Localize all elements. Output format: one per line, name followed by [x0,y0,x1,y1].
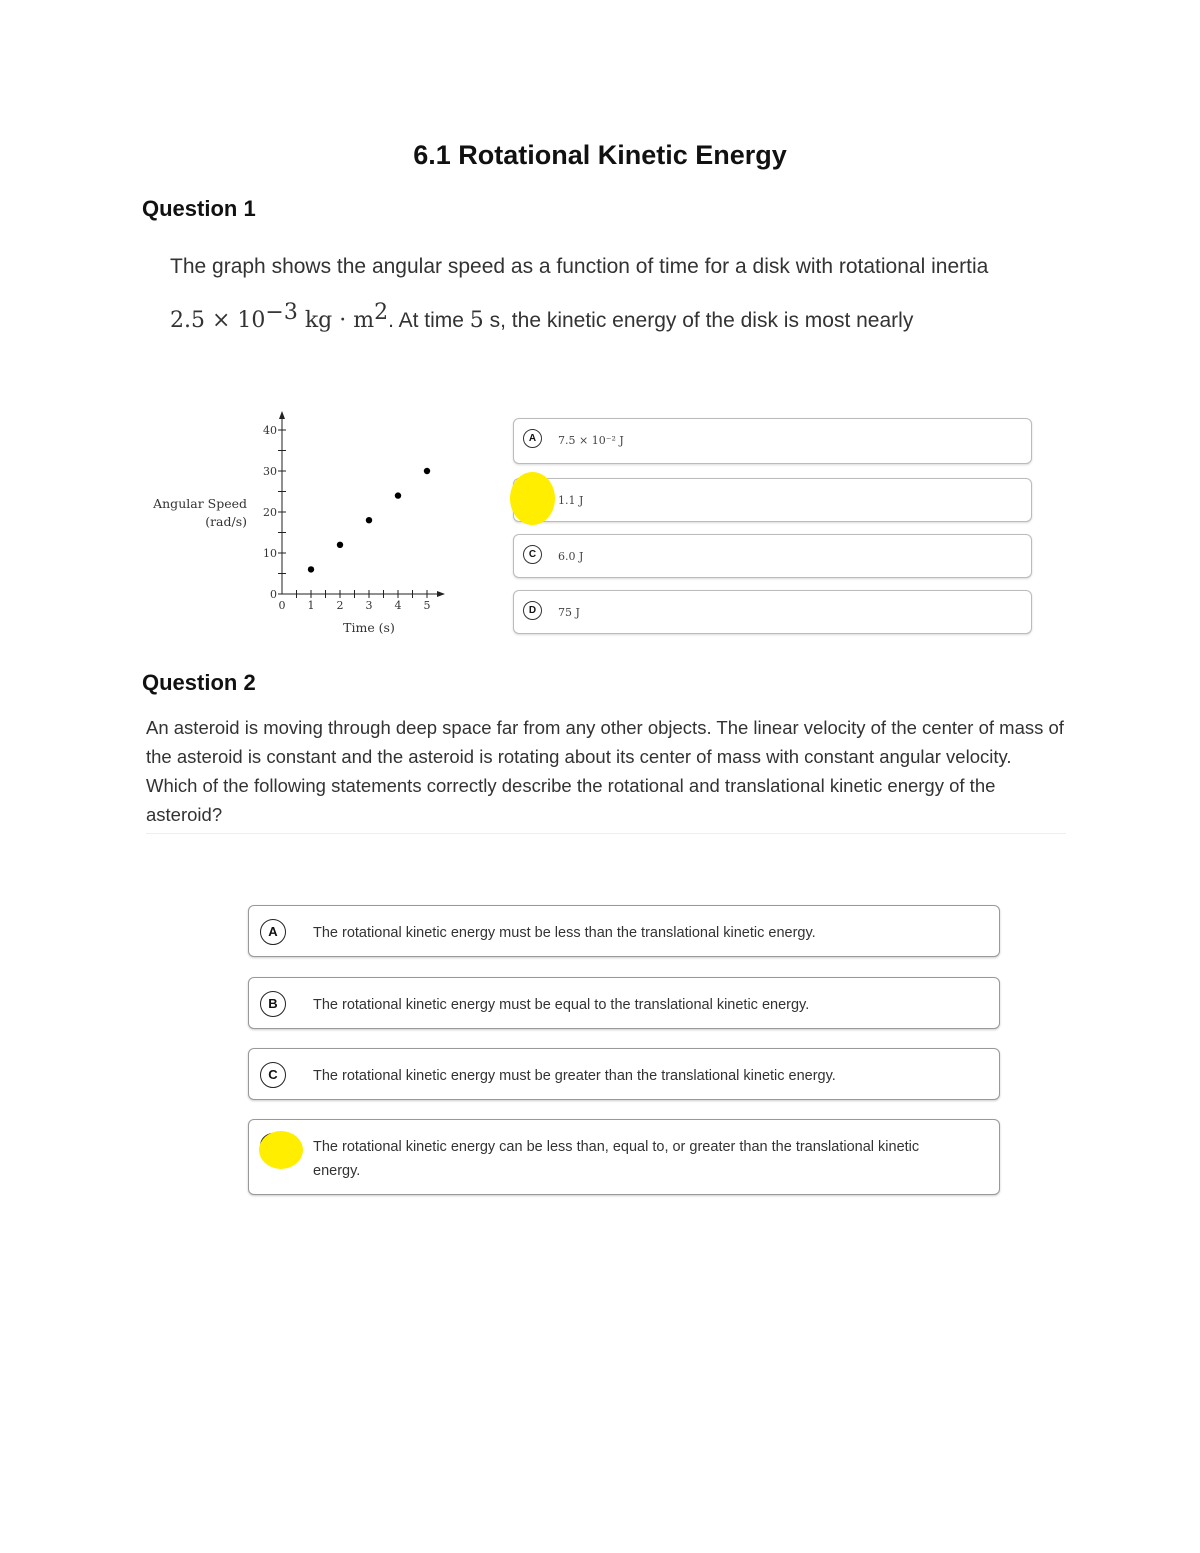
y-tick-label: 30 [263,465,277,478]
option-letter-badge: A [523,429,542,448]
y-tick-label: 20 [263,506,277,519]
option-value: 6.0 J [558,550,584,563]
x-tick-label: 4 [394,599,402,612]
data-point [366,517,372,523]
question-1-line1: The graph shows the angular speed as a function of time for a disk with rotational inertia [170,255,989,278]
highlight-mark [510,472,555,525]
option-text: The rotational kinetic energy must be less than the translational kinetic energy. [313,925,816,941]
option-value: 1.1 J [558,494,584,507]
option-letter-badge: A [260,919,286,945]
option-text: The rotational kinetic energy must be greater than the translational kinetic energy. [313,1068,836,1084]
option-letter-badge: C [523,545,542,564]
y-axis-arrow [279,411,285,419]
q2-option-d[interactable] [248,1119,1000,1195]
question-2-heading: Question 2 [142,670,256,695]
option-value: 7.5 × 10⁻² J [558,434,624,447]
page-title: 6.1 Rotational Kinetic Energy [413,140,787,170]
y-tick-label: 10 [263,547,277,560]
x-tick-label: 1 [307,599,315,612]
data-point [424,468,430,474]
option-letter-badge: D [523,601,542,620]
q1-option-d[interactable] [513,590,1032,634]
y-tick-label: 0 [270,588,277,601]
question-1-text [170,252,1030,336]
q2-option-a[interactable] [248,905,1000,957]
x-axis-arrow [437,591,445,597]
y-axis-label: Angular Speed [153,496,247,511]
option-text: The rotational kinetic energy must be equal to the translational kinetic energy. [313,997,810,1013]
data-point [308,566,314,572]
q1-option-b[interactable] [513,478,1032,522]
x-tick-label: 2 [336,599,344,612]
q1-option-a[interactable] [513,418,1032,464]
angular-speed-graph [145,405,465,645]
data-point [395,492,401,498]
x-tick-label: 5 [423,599,431,612]
option-letter-badge: C [260,1062,286,1088]
q2-option-b[interactable] [248,977,1000,1029]
x-tick-label: 0 [278,599,286,612]
option-letter-badge: B [260,991,286,1017]
x-tick-label: 3 [365,599,373,612]
q1-option-c[interactable] [513,534,1032,578]
option-value: 75 J [558,606,580,619]
y-axis-unit-label: (rad/s) [205,514,247,529]
highlight-mark [259,1131,303,1169]
question-2-text: An asteroid is moving through deep space far from any other objects. The linear velocity of the center of mass of the asteroid is constant and the asteroid is rotating about its center of mass with constant angular velocity. Which of the following statements correctly describe the rotational and translational kinetic energy of the asteroid? [146,713,1066,834]
data-point [337,542,343,548]
question-1-line2: $2.5 \times 10^{-3}$ kg · $m^2$. At time 5 s, the kinetic energy of the disk is most nearly [170,300,914,333]
option-text: The rotational kinetic energy can be less than, equal to, or greater than the translational kinetic energy. [313,1139,920,1179]
q2-option-c[interactable] [248,1048,1000,1100]
x-axis-label: Time (s) [343,620,395,635]
question-1-heading: Question 1 [142,196,256,221]
y-tick-label: 40 [263,424,277,437]
